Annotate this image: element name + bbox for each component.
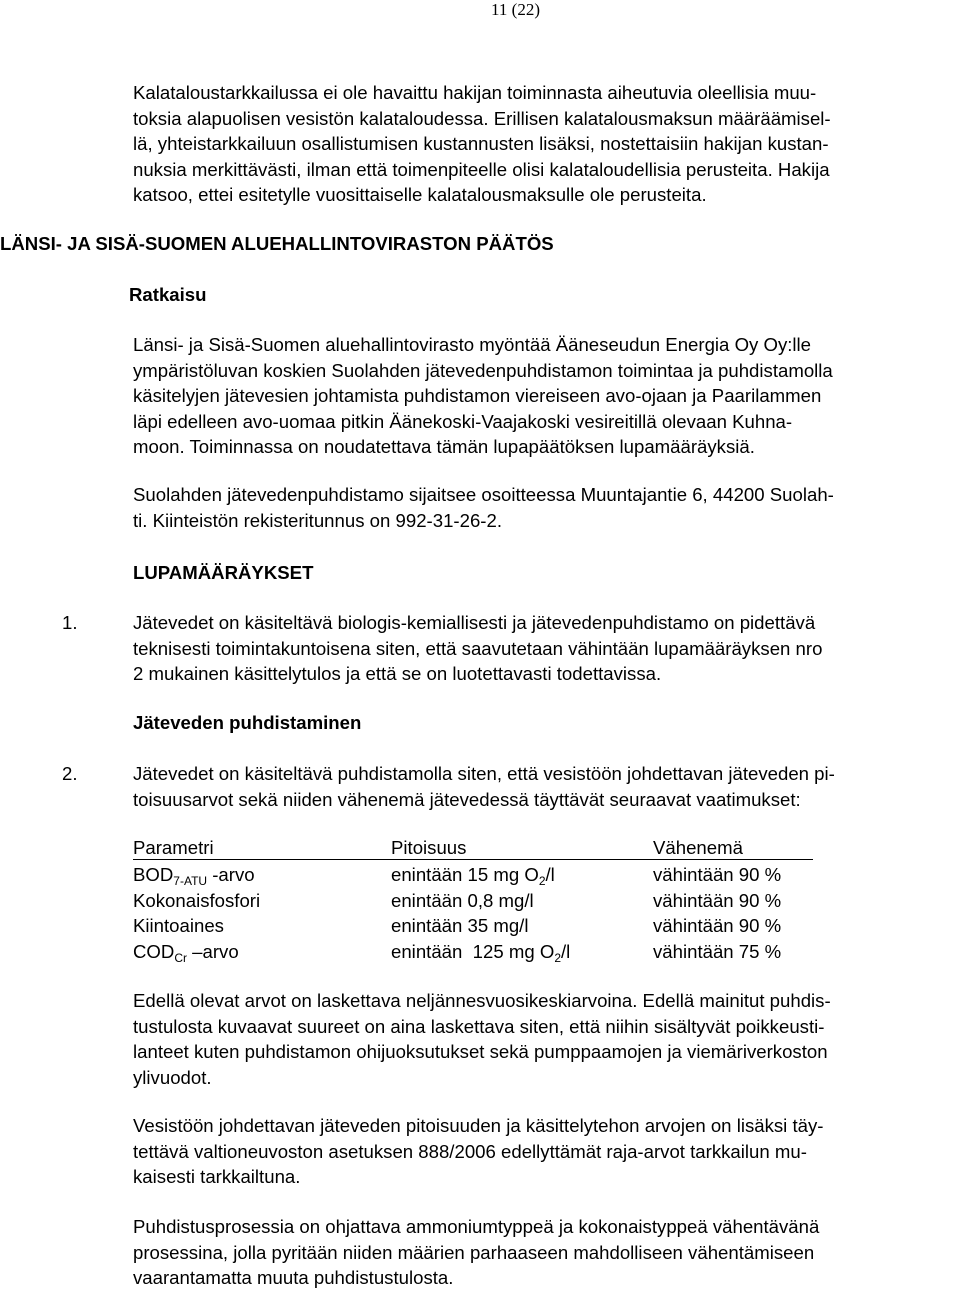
- concentration-cell: [391, 888, 653, 914]
- reduction-cell: vähintään 90 %: [653, 915, 782, 937]
- text-line: lä, yhteistarkkailuun osallistumisen kustannusten lisäksi, nostettaisiin hakijan kustan-: [133, 133, 829, 155]
- table-row: [133, 939, 813, 965]
- note-paragraph-2: [133, 1113, 933, 1190]
- column-header: Parametri: [133, 836, 391, 860]
- column-header: Vähenemä: [653, 836, 813, 860]
- parameter-suffix: -arvo: [207, 864, 255, 885]
- concentration-subscript: 2: [538, 874, 546, 888]
- parameter-suffix: –arvo: [187, 940, 239, 962]
- text-line: kaisesti tarkkailtuna.: [133, 1166, 301, 1188]
- concentration-value: enintään 15 mg O: [391, 864, 539, 885]
- parameter-subscript: Cr: [174, 950, 187, 965]
- parameter-name: COD: [133, 940, 175, 962]
- concentration-suffix: /l: [545, 864, 555, 885]
- table-header-row: [133, 836, 813, 860]
- text-line: ti. Kiinteistön rekisteritunnus on 992-31-26-2.: [133, 509, 502, 531]
- text-line: ympäristöluvan koskien Suolahden jätevedenpuhdistamon toimintaa ja puhdistamolla: [133, 359, 833, 381]
- concentration-cell: [391, 939, 653, 965]
- text-line: Edellä olevat arvot on laskettava neljännesvuosikeskiarvoina. Edellä mainitut puhdis-: [133, 990, 831, 1011]
- text-line: käsitelyjen jätevesien johtamista puhdistamon viereiseen avo-ojaan ja Paarilammen: [133, 385, 822, 407]
- parameter-cell: [133, 939, 391, 965]
- text-line: Vesistöön johdettavan jäteveden pitoisuuden ja käsittelytehon arvojen on lisäksi täy-: [133, 1115, 824, 1136]
- text-line: Länsi- ja Sisä-Suomen aluehallintovirasto myöntää Ääneseudun Energia Oy Oy:lle: [133, 334, 812, 355]
- text-line: Kalataloustarkkailussa ei ole havaittu hakijan toiminnasta aiheutuvia oleellisia muu-: [133, 82, 817, 103]
- text-line: Jätevedet on käsiteltävä puhdistamolla siten, että vesistöön johdettavan jäteveden pi-: [133, 763, 835, 784]
- intro-paragraph: [133, 80, 933, 208]
- decision-paragraph-1: [133, 332, 933, 460]
- page-number: 11 (22): [491, 0, 540, 19]
- text-line: Jätevedet on käsiteltävä biologis-kemiallisesti ja jätevedenpuhdistamo on pidettävä: [133, 612, 816, 633]
- text-line: Suolahden jätevedenpuhdistamo sijaitsee osoitteessa Muuntajantie 6, 44200 Suolah-: [133, 484, 834, 505]
- text-line: läpi edelleen avo-uomaa pitkin Äänekoski-Vaajakoski vesireitillä olevaan Kuhna-: [133, 410, 793, 432]
- table-row: [133, 888, 813, 914]
- parameter-name: Kokonaisfosfori: [133, 889, 261, 911]
- table-row: [133, 913, 813, 939]
- item-number: 2.: [62, 763, 78, 784]
- decision-paragraph-2: [133, 482, 933, 533]
- text-line: prosessina, jolla pyritään niiden määrien parhaaseen mahdolliseen vähentämiseen: [133, 1241, 815, 1263]
- table-row: [133, 860, 813, 888]
- reduction-cell: vähintään 75 %: [653, 940, 782, 962]
- text-line: toksia alapuolisen vesistön kalataloudessa. Erillisen kalatalousmaksun määräämisel-: [133, 107, 831, 129]
- main-heading: LÄNSI- JA SISÄ-SUOMEN ALUEHALLINTOVIRASTON PÄÄTÖS: [0, 233, 554, 254]
- parameter-name: Kiintoaines: [133, 915, 224, 937]
- ratkaisu-heading: Ratkaisu: [129, 284, 207, 305]
- reduction-cell: vähintään 90 %: [653, 889, 782, 911]
- text-line: 2 mukainen käsittelytulos ja että se on luotettavasti todettavissa.: [133, 663, 662, 685]
- parameter-subscript: 7-ATU: [173, 874, 208, 888]
- concentration-subscript: 2: [554, 950, 562, 965]
- item-text: [133, 761, 933, 812]
- text-line: toisuusarvot sekä niiden vähenemä jätevedessä täyttävät seuraavat vaatimukset:: [133, 788, 801, 810]
- lupamaaraykset-heading: LUPAMÄÄRÄYKSET: [133, 562, 314, 583]
- concentration-cell: [391, 860, 653, 888]
- parameter-cell: [133, 913, 391, 939]
- note-paragraph-3: [133, 1214, 933, 1291]
- concentration-cell: [391, 913, 653, 939]
- text-line: moon. Toiminnassa on noudatettava tämän lupapäätöksen lupamääräyksiä.: [133, 436, 755, 458]
- text-line: lanteet kuten puhdistamon ohijuoksutukset sekä pumppaamojen ja viemäriverkoston: [133, 1041, 828, 1063]
- item-text: [133, 610, 933, 687]
- text-line: vaarantamatta muuta puhdistustulosta.: [133, 1267, 454, 1289]
- jateveden-heading: Jäteveden puhdistaminen: [133, 712, 362, 733]
- parameter-cell: [133, 860, 391, 888]
- text-line: katsoo, ettei esitetylle vuosittaiselle kalatalousmaksulle ole perusteita.: [133, 184, 707, 206]
- parameters-table: [133, 836, 813, 964]
- item-number: 1.: [62, 612, 78, 633]
- reduction-cell: vähintään 90 %: [653, 864, 782, 885]
- concentration-value: enintään 0,8 mg/l: [391, 889, 534, 911]
- text-line: tettävä valtioneuvoston asetuksen 888/2006 edellyttämät raja-arvot tarkkailun mu-: [133, 1140, 807, 1162]
- parameter-name: BOD: [133, 864, 174, 885]
- text-line: nuksia merkittävästi, ilman että toimenpiteelle olisi kalataloudellisia perusteita. Hakija: [133, 158, 830, 180]
- concentration-value: enintään 125 mg O: [391, 940, 555, 962]
- concentration-value: enintään 35 mg/l: [391, 915, 529, 937]
- text-line: teknisesti toimintakuntoisena siten, että saavutetaan vähintään lupamääräyksen nro: [133, 637, 823, 659]
- text-line: Puhdistusprosessia on ohjattava ammoniumtyppeä ja kokonaistyppeä vähentävänä: [133, 1216, 820, 1237]
- text-line: ylivuodot.: [133, 1066, 212, 1088]
- note-paragraph-1: [133, 988, 933, 1090]
- parameter-cell: [133, 888, 391, 914]
- concentration-suffix: /l: [561, 940, 571, 962]
- text-line: tustulosta kuvaavat suureet on aina laskettava siten, että niihin sisältyvät poikkeusti-: [133, 1015, 825, 1037]
- column-header: Pitoisuus: [391, 836, 653, 860]
